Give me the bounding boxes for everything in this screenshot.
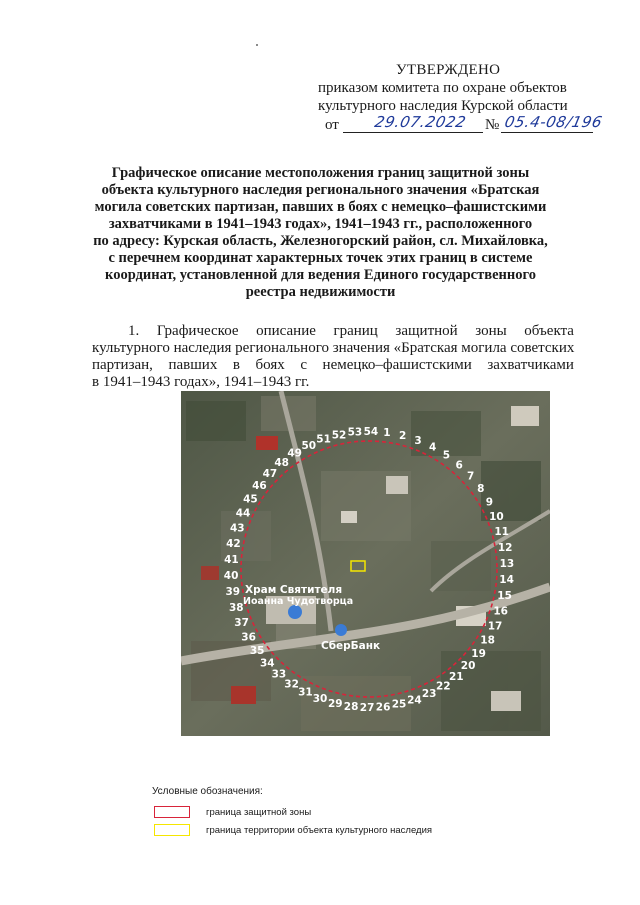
building-roof	[256, 436, 278, 450]
legend-swatch-yellow	[154, 824, 190, 836]
boundary-point-label: 15	[497, 589, 512, 602]
boundary-point-label: 53	[347, 426, 363, 439]
boundary-point-label: 23	[421, 688, 437, 701]
paragraph-word: Графическое	[156, 323, 239, 339]
boundary-point-label: 51	[316, 433, 331, 446]
boundary-point-label: 38	[228, 601, 244, 614]
date-prefix: от	[325, 117, 339, 133]
heading-line: по адресу: Курская область, Железногорский район, сл. Михайловка,	[93, 233, 548, 249]
boundary-point-label: 26	[375, 701, 391, 714]
paragraph-line-2: культурного наследия регионального значения «Братская могила советских	[92, 340, 575, 356]
boundary-point-label: 19	[471, 647, 486, 660]
boundary-point-label: 29	[327, 697, 343, 710]
boundary-point-label: 17	[487, 620, 503, 633]
boundary-point-label: 41	[224, 554, 239, 567]
legend-label: граница защитной зоны	[206, 807, 312, 818]
heading-line: Графическое описание местоположения границ защитной зоны	[111, 165, 530, 181]
boundary-point-label: 52	[331, 429, 347, 442]
section-paragraph	[92, 323, 574, 391]
building-roof	[201, 566, 219, 580]
paragraph-word: в	[232, 357, 240, 373]
building-roof	[491, 691, 521, 711]
legend-swatch-red	[154, 806, 190, 818]
boundary-point-label: 40	[223, 570, 239, 583]
building-roof	[341, 511, 357, 523]
legend-label: граница территории объекта культурного наследия	[206, 825, 433, 836]
boundary-point-label: 18	[480, 634, 495, 647]
paragraph-word: захватчиками	[487, 357, 574, 373]
bank-marker-icon	[335, 624, 347, 636]
boundary-point-label: 8	[477, 483, 485, 496]
boundary-point-label: 10	[489, 511, 504, 524]
document-heading	[78, 165, 563, 301]
paragraph-line-4: в 1941–1943 годах», 1941–1943 гг.	[92, 374, 310, 390]
heading-line: могила советских партизан, павших в боях с немецко–фашистскими	[94, 199, 547, 215]
boundary-point-label: 27	[359, 702, 375, 714]
paragraph-word: боях	[255, 357, 285, 373]
legend-title: Условные обозначения:	[152, 786, 263, 797]
boundary-point-label: 37	[234, 616, 249, 629]
date-handwritten: 29.07.2022	[373, 113, 468, 131]
boundary-point-label: 16	[493, 605, 509, 618]
boundary-point-label: 6	[455, 459, 463, 472]
paragraph-word: защитной	[395, 323, 458, 339]
paragraph-number: 1.	[128, 323, 140, 339]
boundary-point-label: 4	[428, 441, 437, 454]
building-roof	[386, 476, 408, 494]
church-label: Храм Святителя	[245, 584, 343, 596]
boundary-point-label: 31	[298, 686, 313, 699]
boundary-point-label: 5	[442, 449, 451, 462]
church-label: Иоанна Чудотворца	[243, 596, 354, 607]
boundary-point-label: 22	[435, 680, 451, 693]
paragraph-word: партизан,	[92, 357, 153, 373]
bank-label: СберБанк	[321, 640, 381, 652]
boundary-point-label: 3	[414, 435, 422, 447]
boundary-point-label: 47	[262, 467, 278, 480]
boundary-point-label: 39	[225, 586, 241, 599]
date-underline	[343, 132, 483, 133]
boundary-point-label: 2	[399, 430, 407, 443]
boundary-point-label: 34	[259, 657, 275, 670]
boundary-point-label: 7	[467, 470, 475, 483]
boundary-point-label: 33	[271, 668, 287, 681]
boundary-point-label: 44	[235, 507, 251, 520]
building-roof	[231, 686, 256, 704]
boundary-point-label: 30	[312, 693, 328, 705]
boundary-point-label: 28	[343, 700, 359, 713]
boundary-point-label: 43	[229, 522, 245, 535]
paragraph-word: павших	[168, 357, 218, 373]
boundary-point-label: 9	[485, 496, 494, 509]
boundary-point-label: 13	[499, 557, 515, 570]
boundary-point-label: 36	[241, 631, 256, 644]
building-roof	[511, 406, 539, 426]
paragraph-word: описание	[256, 323, 316, 339]
heading-line: захватчиками в 1941–1943 годах», 1941–1943 гг., расположенного	[108, 216, 533, 232]
number-prefix: №	[485, 117, 500, 133]
scan-dot	[256, 44, 258, 46]
number-handwritten: 05.4-08/196	[503, 113, 605, 131]
boundary-point-label: 49	[287, 447, 303, 460]
boundary-point-label: 25	[391, 698, 407, 711]
boundary-point-label: 46	[252, 480, 267, 493]
boundary-point-label: 14	[499, 573, 514, 586]
approval-order-line: приказом комитета по охране объектов	[318, 80, 567, 96]
boundary-point-label: 50	[301, 439, 317, 452]
boundary-point-label: 35	[249, 644, 265, 657]
boundary-point-label: 20	[460, 660, 476, 673]
boundary-point-label: 12	[497, 541, 513, 554]
boundary-point-label: 45	[243, 493, 258, 506]
boundary-point-label: 21	[448, 670, 464, 683]
paragraph-word: границ	[333, 323, 378, 339]
approval-title: УТВЕРЖДЕНО	[396, 62, 501, 78]
map-svg	[181, 391, 550, 736]
approval-committee-line: культурного наследия Курской области	[318, 98, 568, 114]
church-marker-icon	[288, 605, 302, 619]
paragraph-word: зоны	[475, 323, 507, 339]
boundary-point-label: 11	[494, 526, 510, 539]
number-underline	[501, 132, 593, 133]
boundary-point-label: 54	[363, 426, 379, 438]
boundary-point-label: 32	[284, 678, 299, 691]
boundary-point-label: 24	[407, 694, 422, 707]
boundary-point-label: 42	[226, 538, 241, 551]
paragraph-word: немецко–фашистскими	[322, 357, 472, 373]
heading-line: реестра недвижимости	[245, 284, 396, 300]
heading-line: координат, установленной для ведения Единого государственного	[105, 267, 536, 283]
boundary-point-label: 48	[274, 457, 290, 470]
paragraph-line-3	[92, 357, 574, 374]
paragraph-word: с	[300, 357, 307, 373]
boundary-point-label: 1	[383, 427, 391, 440]
heading-line: объекта культурного наследия регионального значения «Братская	[101, 182, 540, 198]
satellite-map	[181, 391, 550, 736]
paragraph-word: объекта	[524, 323, 574, 339]
heading-line: с перечнем координат характерных точек этих границ в системе	[108, 250, 533, 266]
paragraph-line-1	[92, 323, 574, 340]
